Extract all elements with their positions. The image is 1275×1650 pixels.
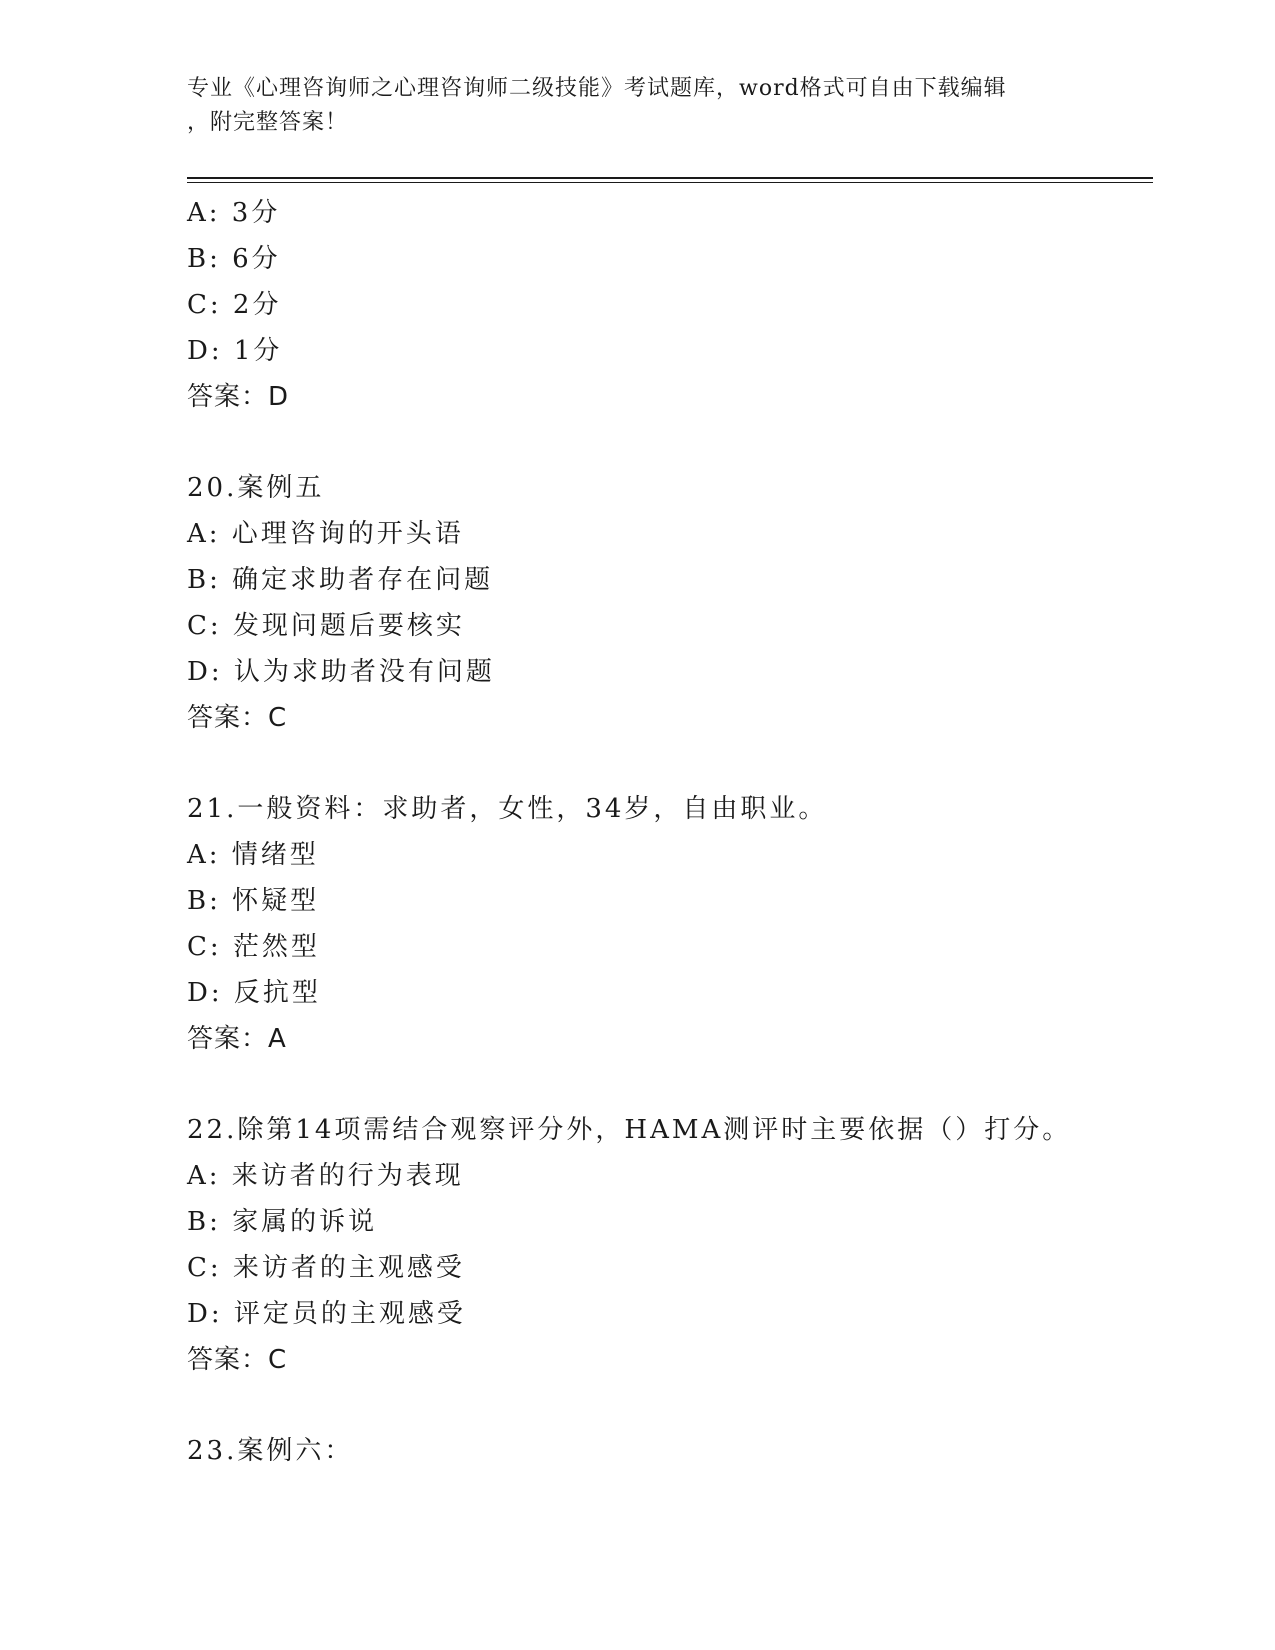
option-d: D: 1分 [187, 336, 283, 366]
answer-line: 答案：C [187, 703, 288, 733]
header-line-1: 专业《心理咨询师之心理咨询师二级技能》考试题库，word格式可自由下载编辑 [187, 76, 1007, 101]
question-title: 23.案例六： [187, 1436, 354, 1466]
question-block-21 [187, 786, 1147, 1062]
option-c: C: 茫然型 [187, 932, 320, 962]
header-divider-thick [187, 177, 1153, 179]
header-divider-thin [187, 182, 1153, 183]
question-title: 22.除第14项需结合观察评分外，HAMA测评时主要依据（）打分。 [187, 1115, 1072, 1145]
option-c: C: 发现问题后要核实 [187, 611, 465, 641]
question-title: 20.案例五 [187, 473, 325, 503]
answer-line: 答案：D [187, 382, 290, 412]
option-c: C: 2分 [187, 290, 282, 320]
option-b: B: 家属的诉说 [187, 1207, 378, 1237]
header-line-2: ，附完整答案！ [187, 110, 349, 135]
question-block-20 [187, 465, 1147, 741]
option-d: D: 认为求助者没有问题 [187, 657, 495, 687]
question-list [187, 190, 1147, 1519]
question-title: 21.一般资料：求助者，女性，34岁，自由职业。 [187, 794, 828, 824]
option-a: A: 心理咨询的开头语 [187, 519, 464, 549]
option-b: B: 怀疑型 [187, 886, 320, 916]
option-a: A: 3分 [187, 198, 281, 228]
option-c: C: 来访者的主观感受 [187, 1253, 465, 1283]
option-b: B: 6分 [187, 244, 281, 274]
document-header [187, 72, 1087, 140]
question-block-19 [187, 190, 1147, 420]
option-b: B: 确定求助者存在问题 [187, 565, 494, 595]
option-d: D: 评定员的主观感受 [187, 1299, 466, 1329]
answer-line: 答案：C [187, 1345, 288, 1375]
question-block-23 [187, 1428, 1147, 1474]
answer-line: 答案：A [187, 1024, 287, 1054]
option-a: A: 来访者的行为表现 [187, 1161, 464, 1191]
option-a: A: 情绪型 [187, 840, 319, 870]
option-d: D: 反抗型 [187, 978, 321, 1008]
question-block-22 [187, 1107, 1147, 1383]
